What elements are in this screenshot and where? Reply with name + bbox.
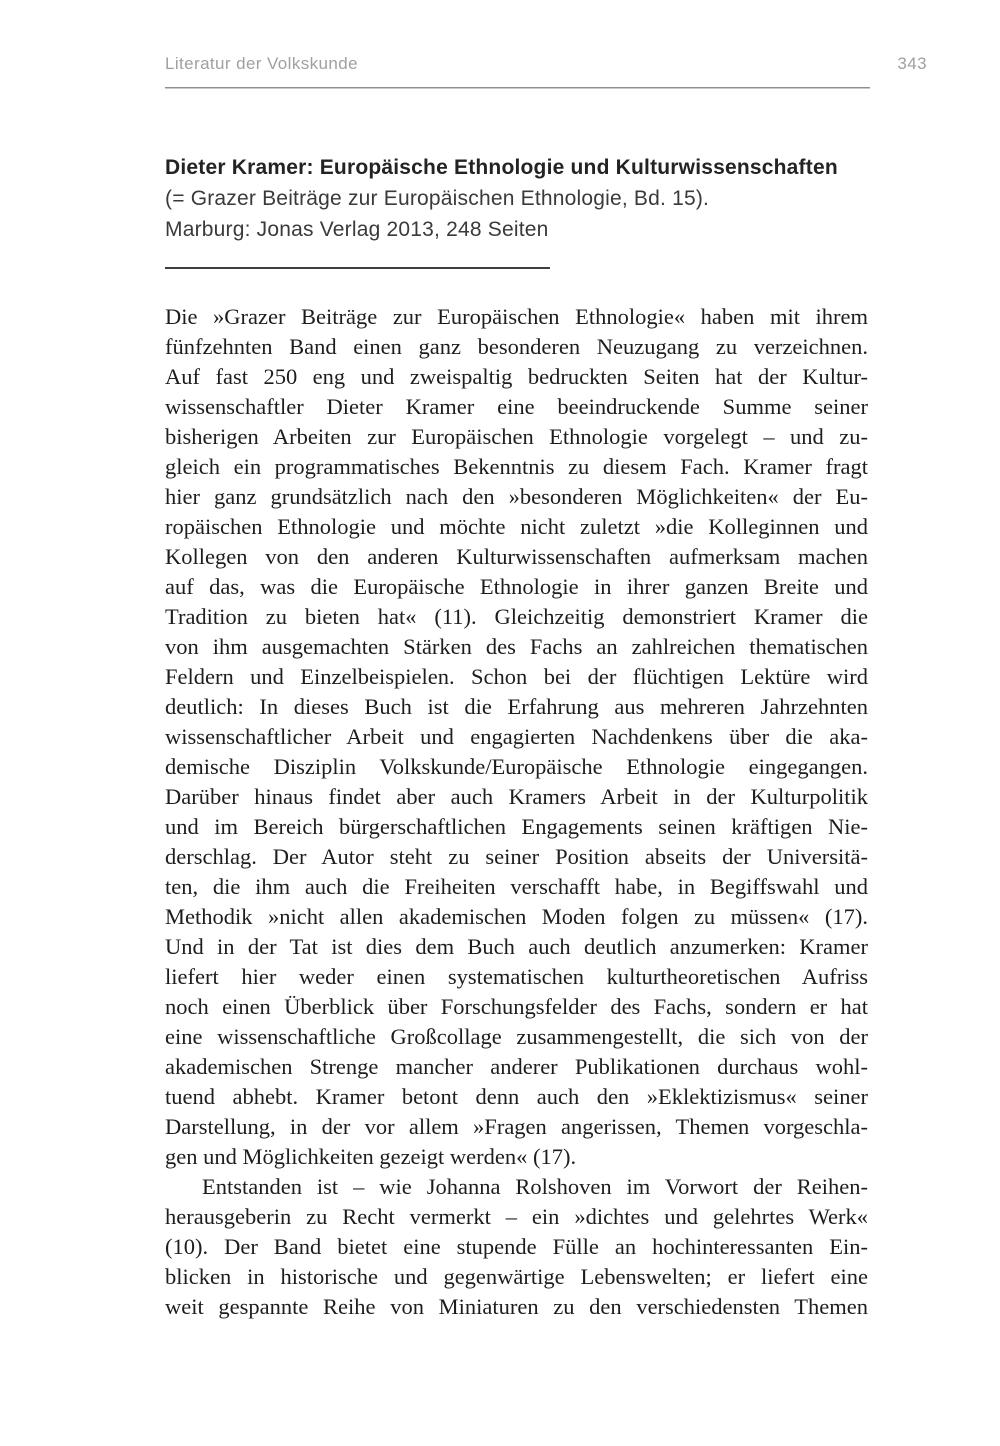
body-line: Methodik »nicht allen akademischen Moden folgen zu müssen« (17).: [165, 904, 868, 929]
body-line: blicken in historische und gegenwärtige Lebenswelten; er liefert eine: [165, 1264, 868, 1289]
review-series: (= Grazer Beiträge zur Europäischen Ethnologie, Bd. 15).: [165, 187, 710, 210]
body-line: weit gespannte Reihe von Miniaturen zu den verschiedensten Themen: [165, 1294, 868, 1319]
body-line: Und in der Tat ist dies dem Buch auch deutlich anzumerken: Kramer: [165, 934, 868, 959]
running-header: [165, 54, 927, 74]
body-line: Darstellung, in der vor allem »Fragen angerissen, Themen vorgeschla-: [165, 1114, 868, 1139]
body-line: tuend abhebt. Kramer betont denn auch den »Eklektizismus« seiner: [165, 1084, 868, 1109]
body-line: eine wissenschaftliche Großcollage zusammengestellt, die sich von der: [165, 1024, 868, 1049]
body-line: noch einen Überblick über Forschungsfelder des Fachs, sondern er hat: [165, 994, 868, 1019]
body-line: und im Bereich bürgerschaftlichen Engagements seinen kräftigen Nie-: [165, 814, 868, 839]
body-line: hier ganz grundsätzlich nach den »besonderen Möglichkeiten« der Eu-: [165, 484, 868, 509]
header-rule: [165, 87, 870, 89]
body-line: derschlag. Der Autor steht zu seiner Position abseits der Universitä-: [165, 844, 868, 869]
review-body: [165, 302, 868, 1322]
body-line: gleich ein programmatisches Bekenntnis zu diesem Fach. Kramer fragt: [165, 454, 868, 479]
body-line: fünfzehnten Band einen ganz besonderen Neuzugang zu verzeichnen.: [165, 334, 868, 359]
heading-rule: [165, 267, 550, 269]
body-line: (10). Der Band bietet eine stupende Fülle an hochinteressanten Ein-: [165, 1234, 868, 1259]
page-number: 343: [897, 54, 927, 73]
body-line: Auf fast 250 eng und zweispaltig bedruckten Seiten hat der Kultur-: [165, 364, 868, 389]
body-line: wissenschaftler Dieter Kramer eine beeindruckende Summe seiner: [165, 394, 868, 419]
body-line: Entstanden ist – wie Johanna Rolshoven im Vorwort der Reihen-: [202, 1174, 868, 1199]
body-line: herausgeberin zu Recht vermerkt – ein »dichtes und gelehrtes Werk«: [165, 1204, 868, 1229]
body-line: gen und Möglichkeiten gezeigt werden« (17).: [165, 1144, 577, 1169]
body-line: auf das, was die Europäische Ethnologie in ihrer ganzen Breite und: [165, 574, 868, 599]
review-heading: [165, 152, 885, 245]
body-line: akademischen Strenge mancher anderer Publikationen durchaus wohl-: [165, 1054, 868, 1079]
body-line: demische Disziplin Volkskunde/Europäische Ethnologie eingegangen.: [165, 754, 868, 779]
body-line: liefert hier weder einen systematischen kulturtheoretischen Aufriss: [165, 964, 868, 989]
body-line: Tradition zu bieten hat« (11). Gleichzeitig demonstriert Kramer die: [165, 604, 868, 629]
body-line: bisherigen Arbeiten zur Europäischen Ethnologie vorgelegt – und zu-: [165, 424, 868, 449]
body-line: Die »Grazer Beiträge zur Europäischen Ethnologie« haben mit ihrem: [165, 304, 868, 329]
body-line: ten, die ihm auch die Freiheiten verschafft habe, in Begiffswahl und: [165, 874, 868, 899]
body-line: von ihm ausgemachten Stärken des Fachs an zahlreichen thematischen: [165, 634, 868, 659]
body-line: deutlich: In dieses Buch ist die Erfahrung aus mehreren Jahrzehnten: [165, 694, 868, 719]
body-line: wissenschaftlicher Arbeit und engagierten Nachdenkens über die aka-: [165, 724, 868, 749]
review-imprint: Marburg: Jonas Verlag 2013, 248 Seiten: [165, 218, 549, 241]
body-line: Kollegen von den anderen Kulturwissenschaften aufmerksam machen: [165, 544, 868, 569]
body-line: Feldern und Einzelbeispielen. Schon bei der flüchtigen Lektüre wird: [165, 664, 868, 689]
running-title: Literatur der Volkskunde: [165, 54, 358, 73]
review-title: Dieter Kramer: Europäische Ethnologie und Kulturwissenschaften: [165, 156, 838, 179]
body-line: ropäischen Ethnologie und möchte nicht zuletzt »die Kolleginnen und: [165, 514, 868, 539]
body-line: Darüber hinaus findet aber auch Kramers Arbeit in der Kulturpolitik: [165, 784, 868, 809]
